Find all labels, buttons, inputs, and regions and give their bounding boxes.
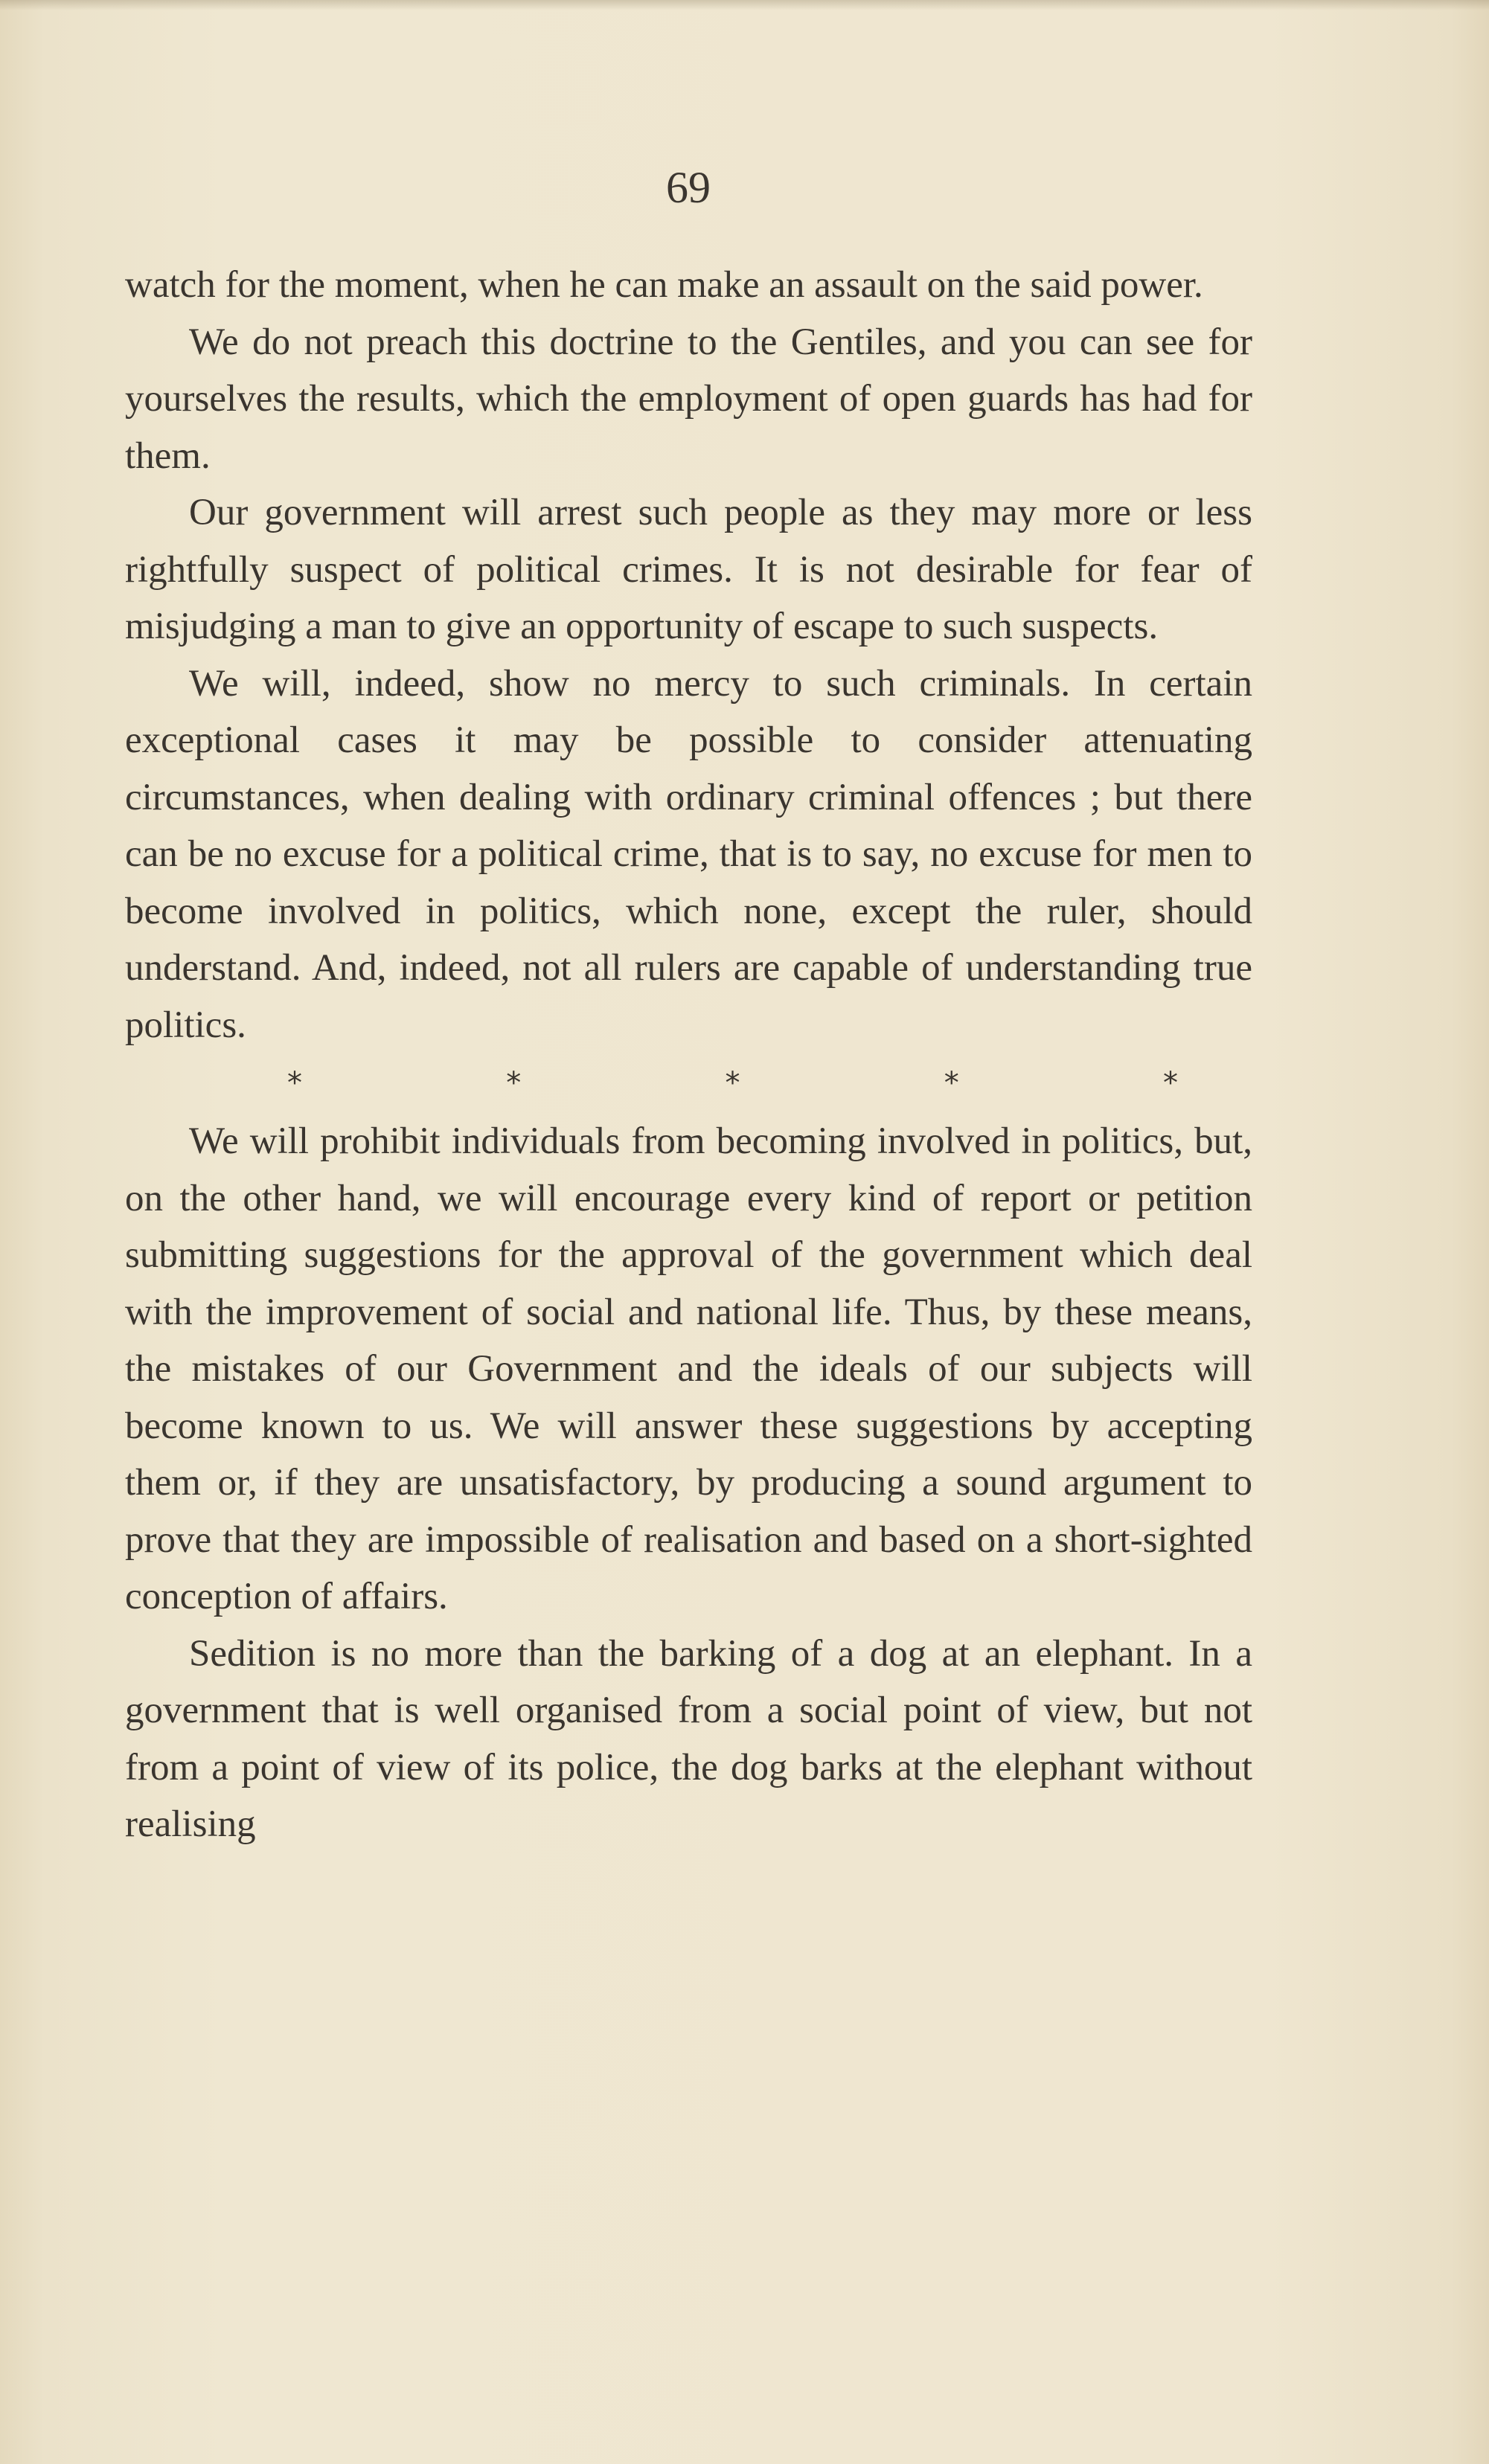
paragraph-continuation: watch for the moment, when he can make an assault on the said power. [125, 264, 1203, 306]
page-edge-shadow [0, 0, 1489, 10]
paragraph: We will, indeed, show no mercy to such criminals. In certain exceptional cases it may be possible to consider attenuating circumstances, when dealing with ordinary criminal offences ; but there can be no excuse for a political crime, that is to say, no excuse for men to become involved in politics, which none, except the ruler, should understand. And, indeed, not all rulers are capable of understanding true politics. [125, 662, 1252, 1046]
section-separator [125, 1053, 1252, 1113]
separator-star: * [725, 1066, 740, 1100]
paragraph: Our government will arrest such people as they may more or less rightfully suspect of political crimes. It is not desirable for fear of misjudging a man to give an opportunity of escape to such suspects. [125, 492, 1252, 647]
page-number: 69 [666, 163, 711, 212]
paragraph: Sedition is no more than the barking of a dog at an elephant. In a government that is well organised from a social point of view, but not from a point of view of its police, the dog barks at the elephant without realising [125, 1632, 1252, 1845]
separator-star: * [944, 1066, 959, 1100]
separator-star: * [506, 1066, 522, 1100]
body-text [125, 257, 1252, 1853]
paragraph: We will prohibit individuals from becoming involved in politics, but, on the other hand, we will encourage every kind of report or petition submitting suggestions for the approval of the government which deal with the improvement of social and national life. Thus, by these means, the mistakes of our Government and the ideals of our subjects will become known to us. We will answer these suggestions by accepting them or, if they are unsatisfactory, by producing a sound argument to prove that they are impossible of realisation and based on a short-sighted conception of affairs. [125, 1120, 1252, 1617]
paragraph: We do not preach this doctrine to the Gentiles, and you can see for yourselves the results, which the employment of open guards has had for them. [125, 321, 1252, 477]
separator-star: * [1163, 1066, 1178, 1100]
separator-star: * [287, 1066, 302, 1100]
